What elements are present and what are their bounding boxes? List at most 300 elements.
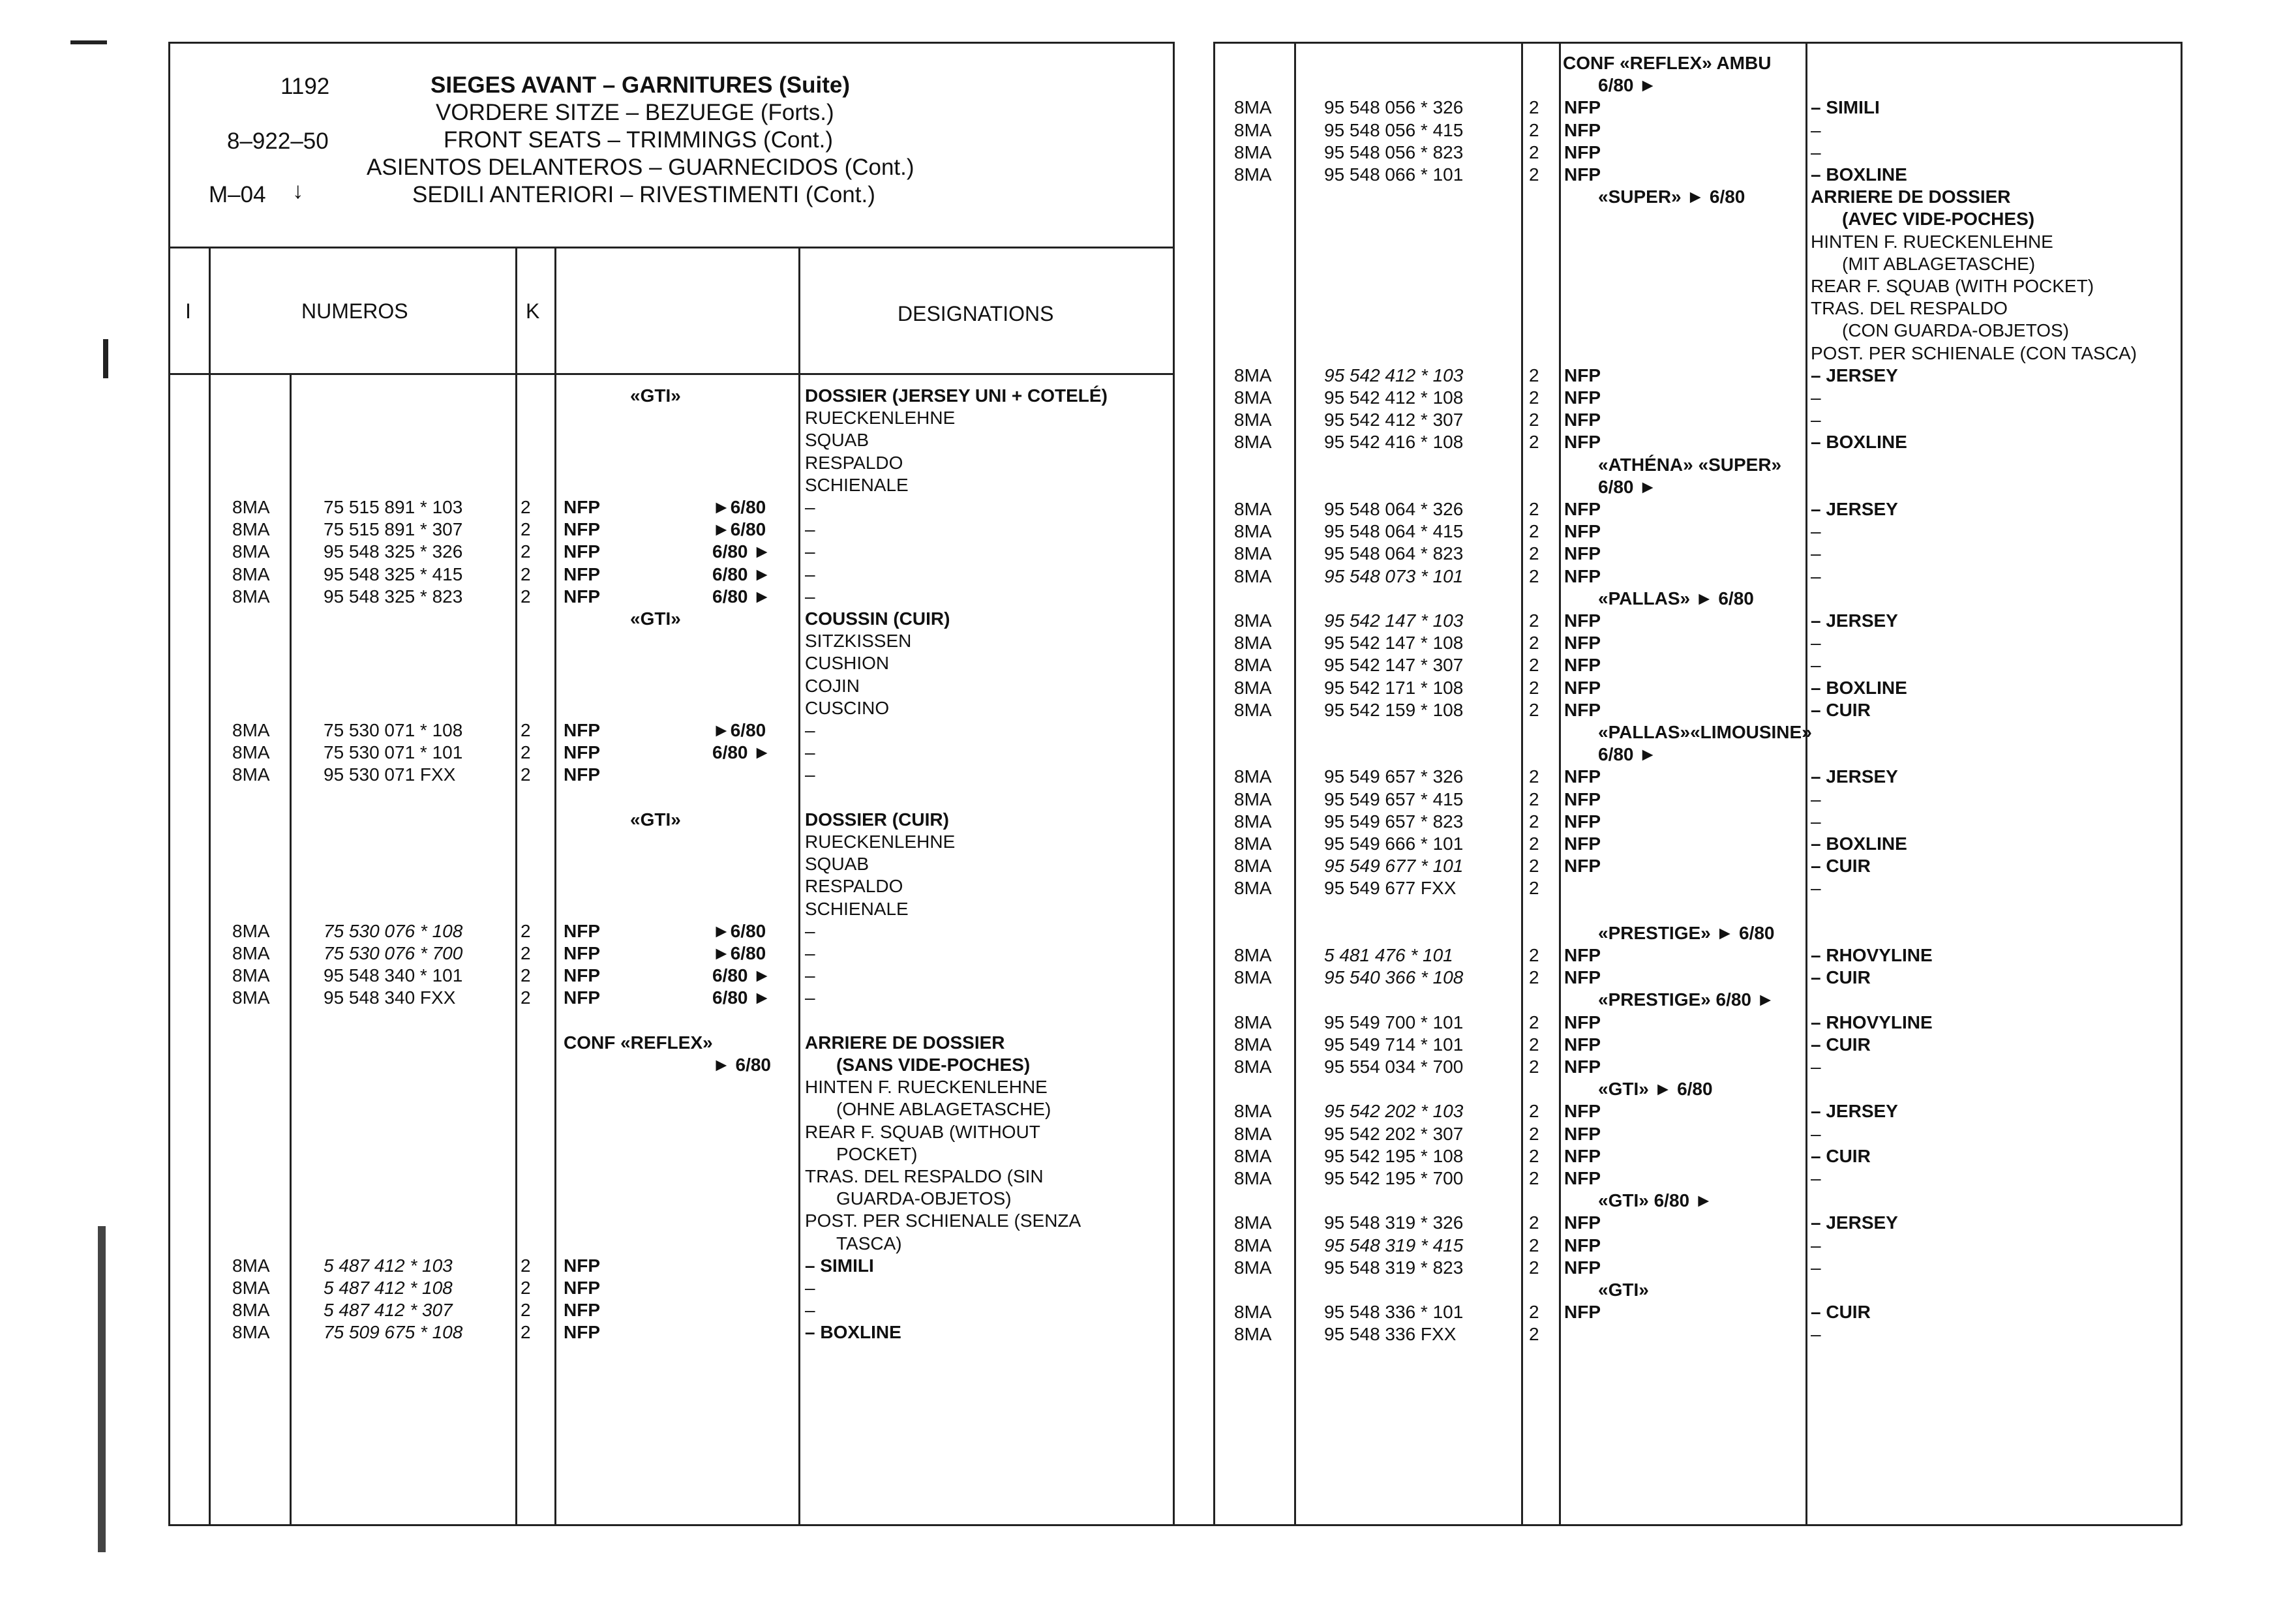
designation: RESPALDO xyxy=(805,876,903,897)
scan-mark xyxy=(70,40,107,44)
designation: REAR F. SQUAB (WITH POCKET) xyxy=(1811,276,2094,296)
part-code: 8MA xyxy=(232,943,270,963)
designation: – JERSEY xyxy=(1811,1101,1898,1122)
table-row xyxy=(0,97,2296,119)
designation: – CUIR xyxy=(1811,967,1871,988)
part-number: 95 548 064 * 326 xyxy=(1324,499,1464,519)
quantity: 2 xyxy=(1529,811,1539,832)
part-number: 75 509 675 * 108 xyxy=(324,1322,463,1343)
quantity: 2 xyxy=(1529,432,1539,453)
table-row xyxy=(0,1145,2296,1167)
part-code: 8MA xyxy=(1234,811,1272,832)
designation: SQUAB xyxy=(805,430,869,451)
part-number: 95 549 677 FXX xyxy=(1324,878,1457,899)
nfp-note: NFP xyxy=(1564,677,1601,698)
quantity: 2 xyxy=(1529,856,1539,877)
nfp-note: NFP xyxy=(1564,945,1601,965)
nfp-note: NFP xyxy=(1564,633,1601,653)
part-number: 95 548 319 * 415 xyxy=(1324,1235,1464,1255)
condition-note: «PALLAS» ► 6/80 xyxy=(1598,588,1754,608)
quantity: 2 xyxy=(1529,1235,1539,1255)
part-code: 8MA xyxy=(1234,432,1272,453)
designation: – xyxy=(805,920,815,941)
table-row xyxy=(0,1123,2296,1145)
nfp-note: NFP xyxy=(564,764,600,785)
part-code: 8MA xyxy=(1234,1212,1272,1233)
condition-note: «GTI» xyxy=(630,809,681,830)
part-code: 8MA xyxy=(1234,142,1272,162)
col-designations-heading: DESIGNATIONS xyxy=(898,302,1054,325)
nfp-note: NFP xyxy=(1564,365,1601,385)
designation: – RHOVYLINE xyxy=(1811,1012,1933,1032)
nfp-note: NFP xyxy=(1564,1212,1601,1233)
date-note: 6/80 ► xyxy=(712,541,771,562)
table-row xyxy=(0,186,2296,208)
designation: DOSSIER (JERSEY UNI + COTELÉ) xyxy=(805,385,1108,406)
designation: (OHNE ABLAGETASCHE) xyxy=(836,1099,1051,1120)
part-number: 95 549 677 * 101 xyxy=(1324,856,1464,877)
nfp-note: NFP xyxy=(1564,788,1601,809)
table-row xyxy=(0,275,2296,297)
part-code: 8MA xyxy=(1234,766,1272,787)
part-code: 8MA xyxy=(1234,945,1272,965)
designation: – SIMILI xyxy=(1811,97,1880,118)
part-code: 8MA xyxy=(232,563,270,584)
designation: – xyxy=(805,1300,815,1321)
quantity: 2 xyxy=(521,943,531,963)
frame-top-right xyxy=(1213,42,2181,44)
part-code: 8MA xyxy=(1234,119,1272,140)
table-row xyxy=(0,654,2296,676)
designation: SCHIENALE xyxy=(805,474,909,495)
date-note: ►6/80 xyxy=(712,519,766,540)
table-row xyxy=(0,543,2296,565)
part-code: 8MA xyxy=(1234,655,1272,676)
part-code: 8MA xyxy=(1234,878,1272,899)
part-code: 8MA xyxy=(1234,633,1272,653)
quantity: 2 xyxy=(521,563,531,584)
part-number: 95 548 340 * 101 xyxy=(324,965,463,986)
part-code: 8MA xyxy=(1234,1101,1272,1122)
nfp-note: CONF «REFLEX» xyxy=(564,1032,713,1053)
designation: – xyxy=(1811,410,1821,430)
part-code: 8MA xyxy=(1234,1034,1272,1055)
part-code: 8MA xyxy=(1234,387,1272,408)
table-row xyxy=(0,922,2296,944)
nfp-note: NFP xyxy=(1564,164,1601,185)
quantity: 2 xyxy=(1529,699,1539,720)
designation: (SANS VIDE-POCHES) xyxy=(836,1055,1031,1075)
designation: – xyxy=(805,1278,815,1298)
designation: – JERSEY xyxy=(1811,610,1898,631)
table-row xyxy=(0,365,2296,387)
part-number: 95 542 412 * 108 xyxy=(1324,387,1464,408)
part-code: 8MA xyxy=(1234,967,1272,988)
designation: HINTEN F. RUECKENLEHNE xyxy=(1811,231,2053,252)
page-number: 1192 xyxy=(280,74,330,99)
table-row xyxy=(0,208,2296,230)
part-code: 8MA xyxy=(1234,1257,1272,1278)
nfp-note: NFP xyxy=(1564,432,1601,453)
table-row xyxy=(0,320,2296,342)
condition-note: «SUPER» ► 6/80 xyxy=(1598,187,1745,207)
condition-note: «GTI» xyxy=(630,608,681,629)
table-row xyxy=(0,476,2296,498)
nfp-note: NFP xyxy=(1564,610,1601,631)
designation: – xyxy=(1811,521,1821,542)
condition-note: «ATHÉNA» «SUPER» xyxy=(1598,454,1782,475)
designation: ARRIERE DE DOSSIER xyxy=(1811,187,2011,207)
designation: COJIN xyxy=(805,675,860,696)
part-number: 95 542 147 * 103 xyxy=(1324,610,1464,631)
table-row xyxy=(0,989,2296,1011)
quantity: 2 xyxy=(521,497,531,517)
part-number: 95 542 202 * 307 xyxy=(1324,1123,1464,1144)
table-row xyxy=(0,699,2296,721)
quantity: 2 xyxy=(1529,97,1539,118)
nfp-note: NFP xyxy=(1564,565,1601,586)
date-note: ►6/80 xyxy=(712,943,766,963)
part-code: 8MA xyxy=(232,987,270,1008)
part-number: 5 487 412 * 108 xyxy=(324,1278,453,1298)
designation: CUSCINO xyxy=(805,697,890,718)
table-row xyxy=(0,409,2296,431)
table-row xyxy=(0,1257,2296,1279)
date-note: 6/80 ► xyxy=(712,586,771,607)
designation: – xyxy=(805,519,815,540)
quantity: 2 xyxy=(1529,387,1539,408)
part-number: 5 487 412 * 103 xyxy=(324,1255,453,1276)
nfp-note: NFP xyxy=(1564,521,1601,542)
part-number: 95 548 064 * 823 xyxy=(1324,543,1464,564)
table-row xyxy=(0,1012,2296,1034)
part-number: 95 548 066 * 101 xyxy=(1324,164,1464,185)
quantity: 2 xyxy=(1529,1302,1539,1323)
part-code: 8MA xyxy=(1234,788,1272,809)
table-row xyxy=(0,498,2296,520)
nfp-note: NFP xyxy=(1564,1012,1601,1032)
table-row xyxy=(0,52,2296,74)
designation: – CUIR xyxy=(1811,856,1871,877)
quantity: 2 xyxy=(521,920,531,941)
part-code: 8MA xyxy=(1234,97,1272,118)
quantity: 2 xyxy=(1529,119,1539,140)
designation: RUECKENLEHNE xyxy=(805,832,956,852)
part-number: 95 548 056 * 326 xyxy=(1324,97,1464,118)
nfp-note: NFP xyxy=(564,519,600,540)
nfp-note: NFP xyxy=(1564,699,1601,720)
designation: – BOXLINE xyxy=(1811,677,1907,698)
table-row xyxy=(0,743,2296,766)
nfp-note: NFP xyxy=(1564,1302,1601,1323)
designation: – xyxy=(1811,387,1821,408)
nfp-note: NFP xyxy=(1564,1145,1601,1166)
table-row xyxy=(0,610,2296,632)
designation: – xyxy=(805,764,815,785)
part-code: 8MA xyxy=(1234,543,1272,564)
table-row xyxy=(0,833,2296,855)
part-code: 8MA xyxy=(232,1300,270,1321)
table-row xyxy=(0,1078,2296,1100)
designation: – xyxy=(805,541,815,562)
table-row xyxy=(0,1100,2296,1122)
nfp-note: NFP xyxy=(564,1278,600,1298)
part-number: 95 549 657 * 415 xyxy=(1324,788,1464,809)
quantity: 2 xyxy=(1529,633,1539,653)
part-code: 8MA xyxy=(1234,410,1272,430)
part-number: 95 548 073 * 101 xyxy=(1324,565,1464,586)
part-number: 75 515 891 * 307 xyxy=(324,519,463,540)
table-row xyxy=(0,788,2296,811)
part-number: 75 530 076 * 108 xyxy=(324,920,463,941)
table-row xyxy=(0,342,2296,365)
part-number: 95 542 171 * 108 xyxy=(1324,677,1464,698)
designation: – xyxy=(805,497,815,517)
quantity: 2 xyxy=(521,720,531,740)
part-number: 95 548 056 * 415 xyxy=(1324,119,1464,140)
part-number: 95 549 700 * 101 xyxy=(1324,1012,1464,1032)
part-number: 95 549 714 * 101 xyxy=(1324,1034,1464,1055)
part-number: 95 540 366 * 108 xyxy=(1324,967,1464,988)
part-code: 8MA xyxy=(1234,521,1272,542)
table-row xyxy=(0,1034,2296,1056)
quantity: 2 xyxy=(1529,164,1539,185)
nfp-note: NFP xyxy=(564,920,600,941)
nfp-note: NFP xyxy=(1564,97,1601,118)
date-note: 6/80 ► xyxy=(712,987,771,1008)
quantity: 2 xyxy=(1529,677,1539,698)
title-en: FRONT SEATS – TRIMMINGS (Cont.) xyxy=(444,127,834,153)
nfp-note: NFP xyxy=(564,1300,600,1321)
designation: TASCA) xyxy=(836,1233,902,1254)
quantity: 2 xyxy=(521,1322,531,1343)
designation: POST. PER SCHIENALE (CON TASCA) xyxy=(1811,342,2137,363)
part-number: 95 549 657 * 823 xyxy=(1324,811,1464,832)
part-number: 95 548 056 * 823 xyxy=(1324,142,1464,162)
quantity: 2 xyxy=(1529,610,1539,631)
part-number: 95 548 340 FXX xyxy=(324,987,456,1008)
part-code: 8MA xyxy=(1234,1168,1272,1188)
table-row xyxy=(0,454,2296,476)
table-row xyxy=(0,1212,2296,1234)
part-code: 8MA xyxy=(232,541,270,562)
part-code: 8MA xyxy=(1234,164,1272,185)
designation: RESPALDO xyxy=(805,452,903,473)
nfp-note: NFP xyxy=(564,987,600,1008)
table-row xyxy=(0,632,2296,654)
table-row xyxy=(0,1323,2296,1345)
date-note: ►6/80 xyxy=(712,920,766,941)
part-code: 8MA xyxy=(232,920,270,941)
table-row xyxy=(0,1301,2296,1323)
designation: HINTEN F. RUECKENLEHNE xyxy=(805,1077,1048,1098)
nfp-note: NFP xyxy=(1564,766,1601,787)
part-number: 95 542 412 * 307 xyxy=(1324,410,1464,430)
nfp-note: NFP xyxy=(1564,410,1601,430)
table-row xyxy=(0,877,2296,899)
part-code: 8MA xyxy=(1234,1123,1272,1144)
nfp-note: NFP xyxy=(1564,142,1601,162)
nfp-note: NFP xyxy=(564,497,600,517)
part-code: 8MA xyxy=(232,764,270,785)
nfp-note: NFP xyxy=(1564,1123,1601,1144)
designation: – RHOVYLINE xyxy=(1811,945,1933,965)
table-row xyxy=(0,766,2296,788)
designation: – CUIR xyxy=(1811,1302,1871,1323)
part-code: 8MA xyxy=(1234,499,1272,519)
part-code: 8MA xyxy=(1234,1324,1272,1345)
nfp-note: NFP xyxy=(1564,834,1601,854)
nfp-note: NFP xyxy=(564,563,600,584)
nfp-note: NFP xyxy=(1564,1235,1601,1255)
nfp-note: NFP xyxy=(564,943,600,963)
part-code: 8MA xyxy=(232,519,270,540)
quantity: 2 xyxy=(1529,1123,1539,1144)
nfp-note: NFP xyxy=(1564,856,1601,877)
date-note: ►6/80 xyxy=(712,720,766,740)
condition-note: CONF «REFLEX» AMBU xyxy=(1563,53,1772,73)
part-code: 8MA xyxy=(1234,1145,1272,1166)
designation: – BOXLINE xyxy=(805,1322,901,1343)
quantity: 2 xyxy=(1529,499,1539,519)
part-code: 8MA xyxy=(1234,1057,1272,1077)
quantity: 2 xyxy=(1529,1168,1539,1188)
quantity: 2 xyxy=(1529,1257,1539,1278)
table-row xyxy=(0,1167,2296,1190)
quantity: 2 xyxy=(521,541,531,562)
table-row xyxy=(0,253,2296,275)
designation: – xyxy=(1811,1257,1821,1278)
designation: – xyxy=(1811,633,1821,653)
quantity: 2 xyxy=(1529,1057,1539,1077)
quantity: 2 xyxy=(1529,1324,1539,1345)
designation: GUARDA-OBJETOS) xyxy=(836,1188,1012,1209)
designation: – BOXLINE xyxy=(1811,834,1907,854)
title-fr: SIEGES AVANT – GARNITURES (Suite) xyxy=(430,72,851,98)
part-code: 8MA xyxy=(232,586,270,607)
part-number: 95 548 336 FXX xyxy=(1324,1324,1457,1345)
designation: – JERSEY xyxy=(1811,766,1898,787)
condition-note: «PRESTIGE» 6/80 ► xyxy=(1598,989,1775,1010)
quantity: 2 xyxy=(521,742,531,763)
table-row xyxy=(0,588,2296,610)
designation: – xyxy=(1811,788,1821,809)
table-row xyxy=(0,565,2296,588)
part-code: 8MA xyxy=(232,965,270,986)
part-code: 8MA xyxy=(1234,856,1272,877)
designation: – xyxy=(1811,655,1821,676)
quantity: 2 xyxy=(521,987,531,1008)
designation: TRAS. DEL RESPALDO xyxy=(1811,298,2008,319)
part-code: 8MA xyxy=(1234,365,1272,385)
quantity: 2 xyxy=(1529,655,1539,676)
table-row xyxy=(0,297,2296,320)
designation: – xyxy=(1811,878,1821,899)
condition-note: «GTI» 6/80 ► xyxy=(1598,1190,1713,1211)
title-it: SEDILI ANTERIORI – RIVESTIMENTI (Cont.) xyxy=(412,182,875,207)
table-row xyxy=(0,431,2296,453)
designation: DOSSIER (CUIR) xyxy=(805,809,949,830)
designation: RUECKENLEHNE xyxy=(805,408,956,428)
nfp-note: NFP xyxy=(1564,1257,1601,1278)
designation: – xyxy=(805,586,815,607)
designation: REAR F. SQUAB (WITHOUT xyxy=(805,1121,1040,1142)
part-code: 8MA xyxy=(1234,677,1272,698)
table-row xyxy=(0,142,2296,164)
quantity: 2 xyxy=(1529,878,1539,899)
table-row xyxy=(0,900,2296,922)
condition-note: 6/80 ► xyxy=(1598,744,1657,765)
condition-note: 6/80 ► xyxy=(1598,75,1657,96)
designation: – xyxy=(805,943,815,963)
designation: POST. PER SCHIENALE (SENZA xyxy=(805,1210,1081,1231)
quantity: 2 xyxy=(1529,1012,1539,1032)
designation: POCKET) xyxy=(836,1143,918,1164)
designation: – CUIR xyxy=(1811,1034,1871,1055)
part-code: 8MA xyxy=(1234,565,1272,586)
group-code: M–04 xyxy=(209,182,266,207)
designation: – xyxy=(1811,1324,1821,1345)
frame-bottom xyxy=(168,1524,2181,1526)
nfp-note: NFP xyxy=(1564,1168,1601,1188)
designation: – xyxy=(805,742,815,763)
nfp-note: NFP xyxy=(1564,387,1601,408)
table-row xyxy=(0,1279,2296,1301)
nfp-note: NFP xyxy=(1564,1034,1601,1055)
part-number: 95 542 416 * 108 xyxy=(1324,432,1464,453)
designation: – xyxy=(805,987,815,1008)
designation: – xyxy=(1811,565,1821,586)
table-row xyxy=(0,119,2296,142)
designation: COUSSIN (CUIR) xyxy=(805,608,950,629)
nfp-note: NFP xyxy=(564,965,600,986)
nfp-note: NFP xyxy=(564,586,600,607)
designation: – xyxy=(1811,1168,1821,1188)
part-number: 95 549 666 * 101 xyxy=(1324,834,1464,854)
quantity: 2 xyxy=(521,764,531,785)
part-code: 8MA xyxy=(1234,1235,1272,1255)
date-note: ► 6/80 xyxy=(712,1055,771,1075)
designation: – xyxy=(1811,811,1821,832)
part-code: 8MA xyxy=(232,720,270,740)
part-number: 95 548 325 * 415 xyxy=(324,563,463,584)
condition-note: «GTI» xyxy=(630,385,681,406)
designation: (CON GUARDA-OBJETOS) xyxy=(1842,320,2069,341)
designation: (AVEC VIDE-POCHES) xyxy=(1842,209,2035,230)
table-row xyxy=(0,1056,2296,1078)
part-number: 95 554 034 * 700 xyxy=(1324,1057,1464,1077)
table-row xyxy=(0,811,2296,833)
designation: – SIMILI xyxy=(805,1255,874,1276)
table-row xyxy=(0,1235,2296,1257)
nfp-note: NFP xyxy=(1564,119,1601,140)
quantity: 2 xyxy=(1529,410,1539,430)
frame-top xyxy=(168,42,1173,44)
nfp-note: NFP xyxy=(1564,1101,1601,1122)
part-code: 8MA xyxy=(232,1322,270,1343)
nfp-note: NFP xyxy=(564,1322,600,1343)
designation: ARRIERE DE DOSSIER xyxy=(805,1032,1005,1053)
part-number: 95 542 159 * 108 xyxy=(1324,699,1464,720)
nfp-note: NFP xyxy=(1564,967,1601,988)
quantity: 2 xyxy=(1529,1101,1539,1122)
nfp-note: NFP xyxy=(1564,1057,1601,1077)
title-de: VORDERE SITZE – BEZUEGE (Forts.) xyxy=(436,100,834,125)
part-number: 75 530 071 * 108 xyxy=(324,720,463,740)
table-row xyxy=(0,520,2296,543)
table-row xyxy=(0,721,2296,743)
part-code: 8MA xyxy=(1234,699,1272,720)
